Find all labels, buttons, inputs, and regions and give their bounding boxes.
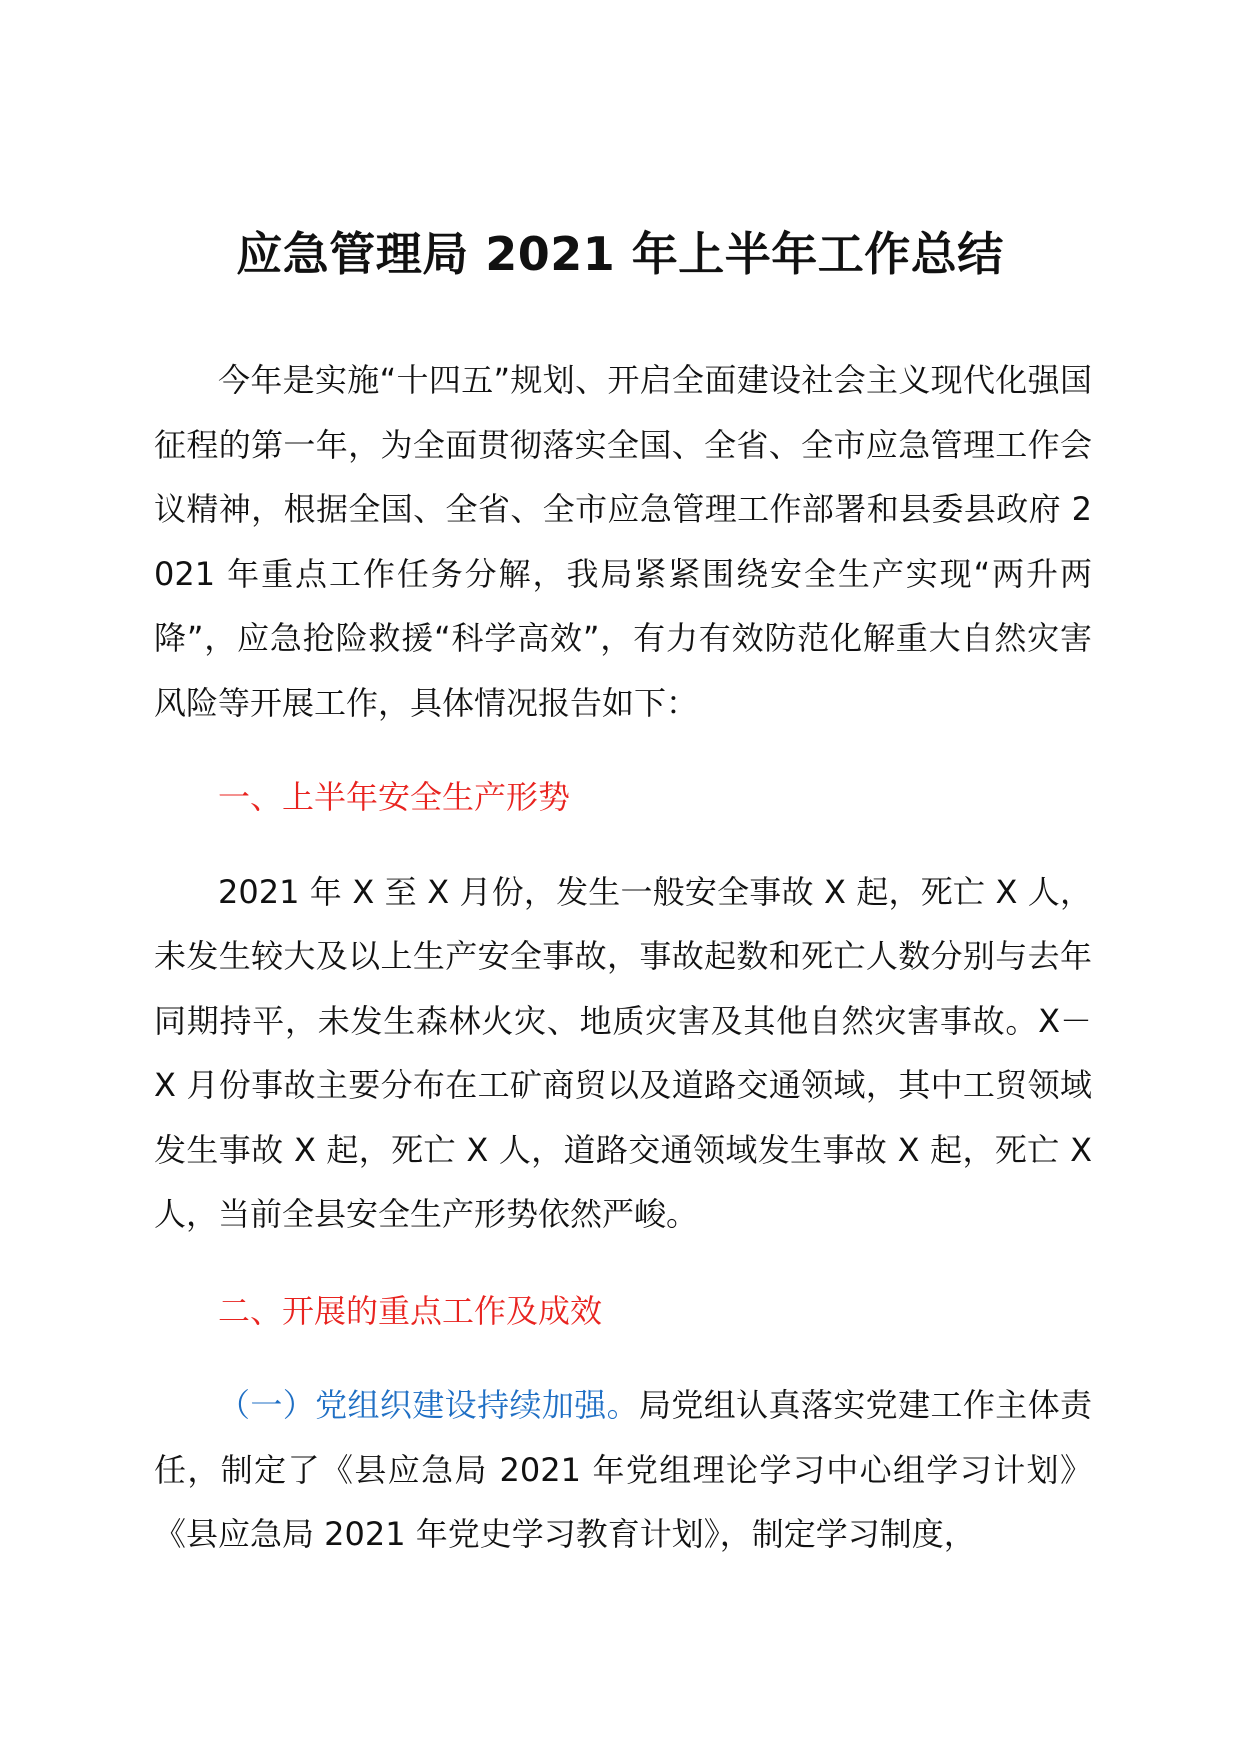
section-2-sub-1-heading: （一）党组织建设持续加强。 — [218, 1386, 639, 1424]
document-body — [154, 348, 1092, 1567]
spacer — [154, 830, 1092, 860]
section-2-sub-1-body: 局党组认真落实党建工作主体责任，制定了《县应急局 2021 年党组理论学习中心组学习计划》《县应急局 2021 年党史学习教育计划》，制定学习制度， — [154, 1386, 1092, 1553]
section-1-paragraph: 2021 年 X 至 X 月份，发生一般安全事故 X 起，死亡 X 人，未发生较大及以上生产安全事故，事故起数和死亡人数分别与去年同期持平，未发生森林火灾、地质灾害及其他自然灾害事故。X－X 月份事故主要分布在工矿商贸以及道路交通领域，其中工贸领域发生事故 X 起，死亡 X 人，道路交通领域发生事故 X 起，死亡 X 人，当前全县安全生产形势依然严峻。 — [154, 872, 1092, 1233]
spacer — [154, 735, 1092, 765]
section-2-heading: 二、开展的重点工作及成效 — [218, 1291, 603, 1330]
section-2-sub-1-paragraph — [154, 1373, 1092, 1567]
document-title: 应急管理局 2021 年上半年工作总结 — [236, 227, 1004, 281]
intro-paragraph: 今年是实施“十四五”规划、开启全面建设社会主义现代化强国征程的第一年，为全面贯彻落实全国、全省、全市应急管理工作会议精神，根据全国、全省、全市应急管理工作部署和县委县政府 2021 年重点工作任务分解，我局紧紧围绕安全生产实现“两升两降”，应急抢险救援“科学高效”，有力有效防范化解重大自然灾害风险等开展工作，具体情况报告如下： — [154, 361, 1092, 722]
section-1-heading: 一、上半年安全生产形势 — [218, 778, 571, 816]
spacer — [154, 1247, 1092, 1279]
spacer — [154, 1343, 1092, 1373]
